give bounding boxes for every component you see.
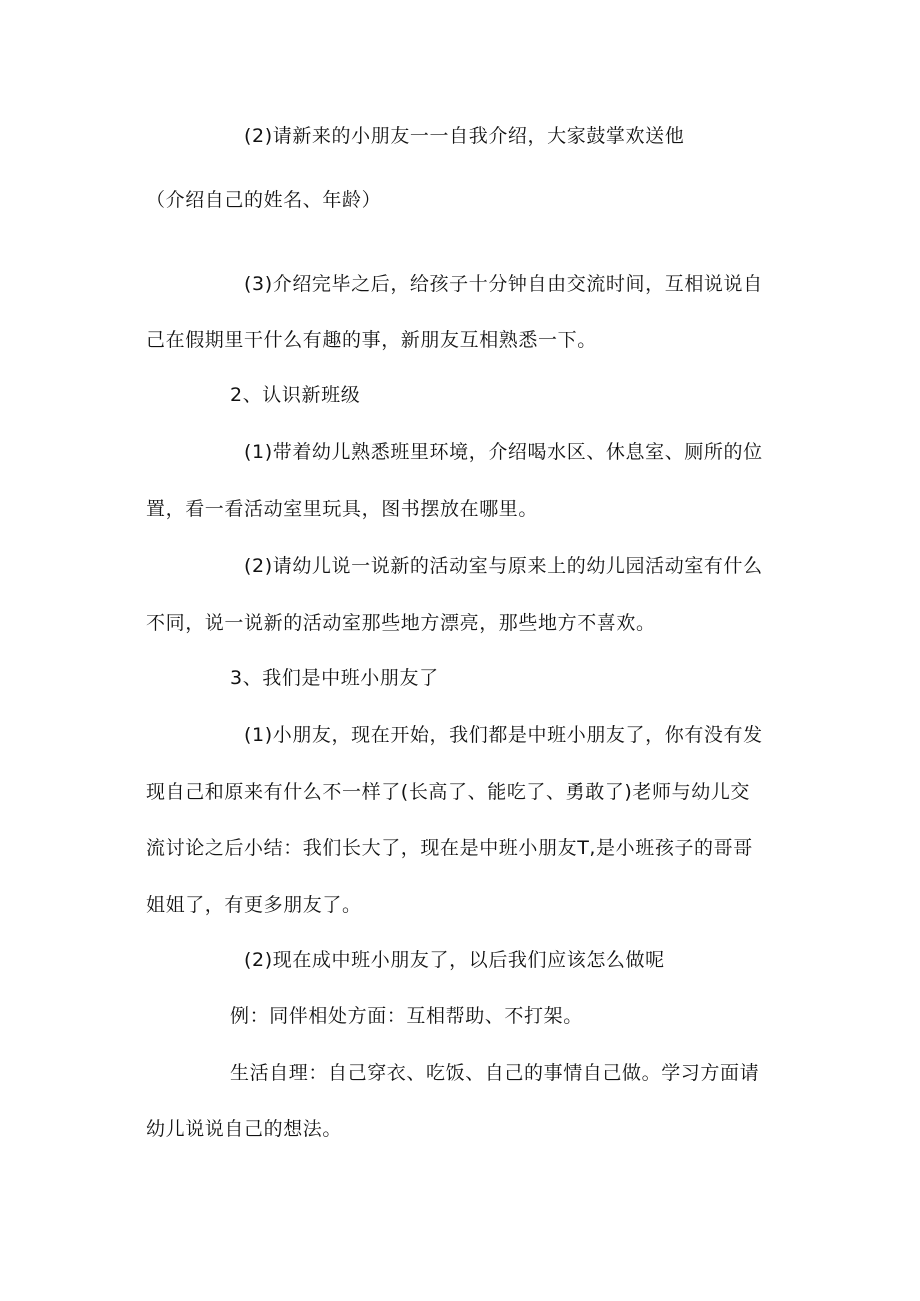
paragraph-line: (3)介绍完毕之后，给孩子十分钟自由交流时间，互相说说自	[244, 273, 763, 295]
paragraph-line: 幼儿说说自己的想法。	[146, 1118, 343, 1140]
section-heading: 2、认识新班级	[230, 384, 361, 406]
paragraph-line: (2)请幼儿说一说新的活动室与原来上的幼儿园活动室有什么	[244, 555, 763, 577]
paragraph-line: 己在假期里干什么有趣的事，新朋友互相熟悉一下。	[146, 329, 597, 351]
paragraph-line: 生活自理：自己穿衣、吃饭、自己的事情自己做。学习方面请	[230, 1062, 760, 1084]
paragraph-line: (2)现在成中班小朋友了，以后我们应该怎么做呢	[244, 949, 665, 971]
paragraph-line: （介绍自己的姓名、年龄）	[146, 189, 382, 211]
paragraph-line: (2)请新来的小朋友一一自我介绍，大家鼓掌欢送他	[244, 125, 685, 147]
section-heading: 3、我们是中班小朋友了	[230, 667, 439, 689]
paragraph-line: 姐姐了，有更多朋友了。	[146, 894, 362, 916]
paragraph-line: 置，看一看活动室里玩具，图书摆放在哪里。	[146, 498, 539, 520]
paragraph-line: (1)小朋友，现在开始，我们都是中班小朋友了，你有没有发	[244, 724, 763, 746]
paragraph-line: (1)带着幼儿熟悉班里环境，介绍喝水区、休息室、厕所的位	[244, 441, 763, 463]
paragraph-line: 现自己和原来有什么不一样了(长高了、能吃了、勇敢了)老师与幼儿交	[146, 781, 751, 803]
paragraph-line: 流讨论之后小结：我们长大了，现在是中班小朋友T,是小班孩子的哥哥	[146, 837, 753, 859]
paragraph-line: 例：同伴相处方面：互相帮助、不打架。	[230, 1005, 583, 1027]
paragraph-line: 不同，说一说新的活动室那些地方漂亮，那些地方不喜欢。	[146, 612, 656, 634]
